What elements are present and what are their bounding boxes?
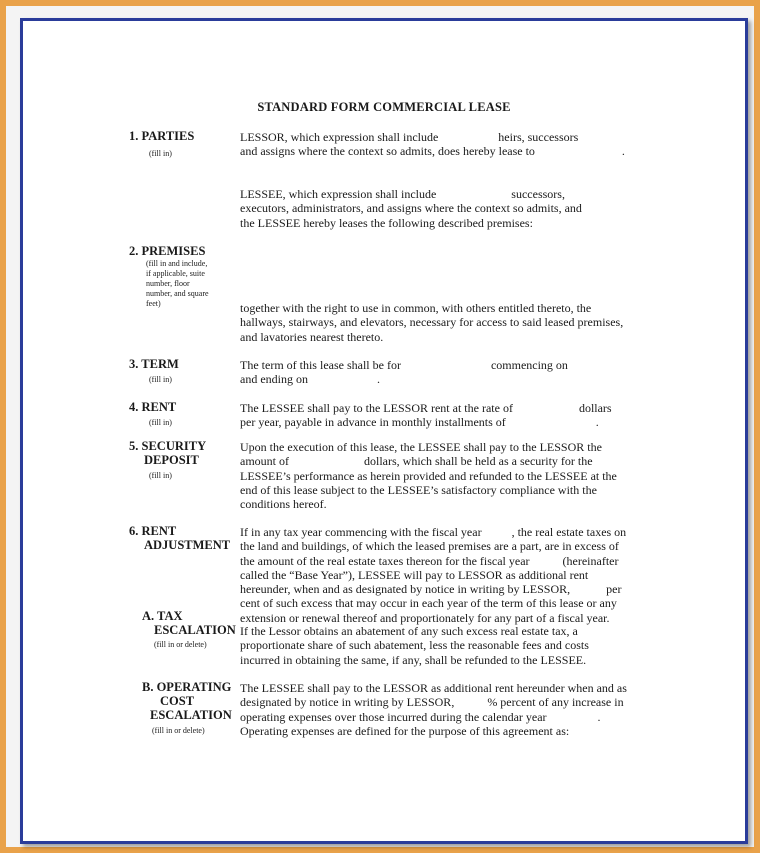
text-line: LESSOR, which expression shall include heirs, successors: [240, 130, 579, 144]
text-line: LESSEE’s performance as herein provided and refunded to the LESSEE at the: [240, 468, 617, 483]
text-line: per year, payable in advance in monthly installments of .: [240, 415, 599, 430]
rent-adjustment-text: [240, 525, 640, 625]
adjustment-label: ADJUSTMENT: [144, 538, 231, 552]
parties-lessor-text: [240, 130, 640, 159]
rent-text: [240, 401, 640, 430]
rent-adjustment-label: 6. RENT: [129, 524, 177, 538]
text-line: the land and buildings, of which the leased premises are a part, are in excess of: [240, 539, 619, 554]
text-line: cent of such excess that may occur in each year of the term of this lease or any: [240, 596, 617, 611]
text-line: called the “Base Year”), LESSEE will pay to LESSOR as additional rent: [240, 567, 589, 582]
term-note: (fill in): [149, 375, 172, 384]
operating-cost-note: (fill in or delete): [152, 726, 205, 735]
rent-label: 4. RENT: [129, 400, 177, 414]
tax-escalation-label: ESCALATION: [154, 623, 236, 637]
operating-escalation-label: ESCALATION: [150, 708, 232, 722]
security-deposit-note: (fill in): [149, 471, 172, 480]
security-deposit-text: [240, 440, 640, 511]
tax-escalation-note: (fill in or delete): [154, 640, 207, 649]
term-text: [240, 358, 640, 387]
window-background: [6, 6, 754, 847]
text-line: the LESSEE hereby leases the following described premises:: [240, 215, 533, 230]
document-page: [20, 18, 748, 844]
text-line: The LESSEE shall pay to the LESSOR rent at the rate of dollars: [240, 401, 612, 415]
text-line: operating expenses over those incurred during the calendar year .: [240, 709, 601, 724]
text-line: If in any tax year commencing with the fiscal year , the real estate taxes on: [240, 525, 627, 539]
parties-label: 1. PARTIES: [129, 129, 195, 143]
text-line: Upon the execution of this lease, the LESSEE shall pay to the LESSOR the: [240, 440, 602, 454]
note-line: number, floor: [146, 279, 190, 288]
tax-label: A. TAX: [142, 609, 183, 623]
text-line: incurred in obtaining the same, if any, shall be refunded to the LESSEE.: [240, 652, 587, 667]
deposit-label: DEPOSIT: [144, 453, 199, 467]
text-line: the amount of the real estate taxes thereon for the fiscal year (hereinafter: [240, 553, 619, 568]
rent-note: (fill in): [149, 418, 172, 427]
text-line: proportionate share of such abatement, less the reasonable fees and costs: [240, 638, 589, 653]
note-line: feet): [146, 299, 161, 308]
text-line: LESSEE, which expression shall include successors,: [240, 187, 565, 201]
text-line: and lavatories nearest thereto.: [240, 329, 384, 344]
text-line: The LESSEE shall pay to the LESSOR as additional rent hereunder when and as: [240, 681, 627, 695]
text-line: together with the right to use in common, with others entitled thereto, the: [240, 301, 592, 315]
text-line: If the Lessor obtains an abatement of any such excess real estate tax, a: [240, 624, 578, 638]
text-line: Operating expenses are defined for the purpose of this agreement as:: [240, 723, 570, 738]
text-line: extension or renewal thereof and proportionately for any part of a fiscal year.: [240, 610, 610, 625]
security-label: 5. SECURITY: [129, 439, 207, 453]
premises-note: [146, 259, 209, 309]
document-title: STANDARD FORM COMMERCIAL LEASE: [257, 100, 511, 114]
note-line: if applicable, suite: [146, 269, 205, 278]
note-line: (fill in and include,: [146, 259, 208, 268]
text-line: hallways, stairways, and elevators, necessary for access to said leased premises,: [240, 315, 624, 330]
premises-label: 2. PREMISES: [129, 244, 206, 258]
text-line: executors, administrators, and assigns where the context so admits, and: [240, 201, 582, 216]
operating-label: B. OPERATING: [142, 680, 232, 694]
text-line: The term of this lease shall be for commencing on: [240, 358, 568, 372]
text-line: end of this lease subject to the LESSEE’s satisfactory compliance with the: [240, 482, 597, 497]
text-line: and ending on .: [240, 372, 380, 387]
operating-cost-text: [240, 681, 640, 738]
parties-note: (fill in): [149, 149, 172, 158]
text-line: and assigns where the context so admits, does hereby lease to .: [240, 144, 625, 159]
term-label: 3. TERM: [129, 357, 179, 371]
tax-escalation-text: [240, 624, 640, 667]
text-line: designated by notice in writing by LESSOR, % percent of any increase in: [240, 695, 624, 710]
text-line: hereunder, when and as designated by notice in writing by LESSOR, per: [240, 582, 622, 597]
text-line: amount of dollars, which shall be held as a security for the: [240, 454, 593, 469]
parties-lessee-text: [240, 187, 640, 230]
text-line: conditions hereof.: [240, 497, 327, 512]
note-line: number, and square: [146, 289, 209, 298]
premises-text: [240, 301, 640, 344]
cost-label: COST: [160, 694, 195, 708]
